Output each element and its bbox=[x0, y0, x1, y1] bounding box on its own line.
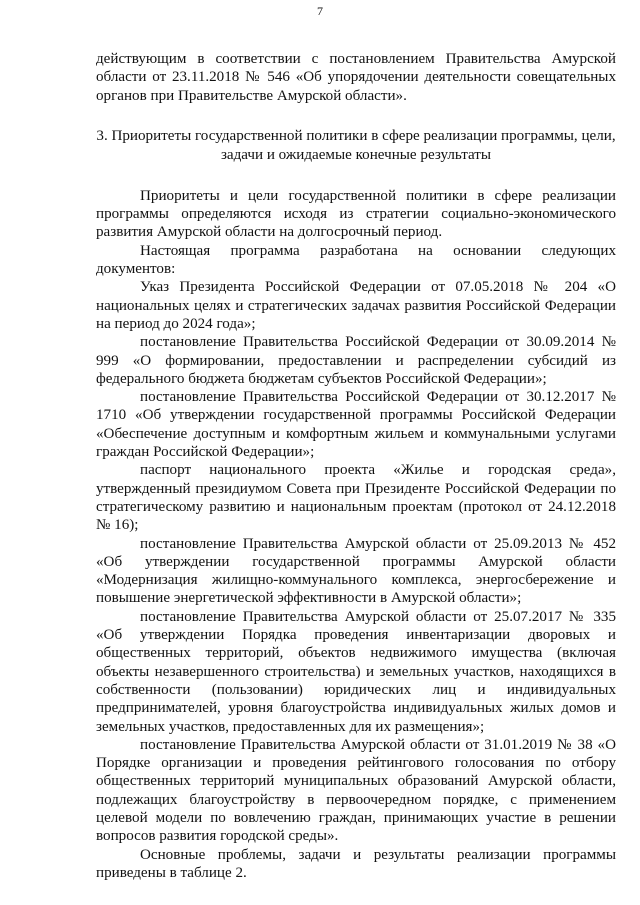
page-number: 7 bbox=[317, 4, 323, 18]
section-heading: 3. Приоритеты государственной политики в сфере реализации программы, цели, задачи и ожидаемые конечные результаты bbox=[96, 127, 616, 163]
paragraph-priorities: Приоритеты и цели государственной политики в сфере реализации программы определяются исходя из стратегии социально-экономического развития Амурской области на долгосрочный период. bbox=[96, 187, 616, 241]
paragraph-decree-president: Указ Президента Российской Федерации от 07.05.2018 № 204 «О национальных целях и стратегических задачах развития Российской Федерации на период до 2024 года»; bbox=[96, 279, 616, 332]
paragraph-resolution-38: постановление Правительства Амурской области от 31.01.2019 № 38 «О Порядке организации и проведения рейтингового голосования по отбору общественных территорий муниципальных образований Амурской области, подлежащих благоустройству в первоочередном порядке, с применением целевой модели по вовлечению граждан, принимающих участие в решении вопросов развития городской среды». bbox=[96, 736, 616, 845]
paragraph-documents-intro: Настоящая программа разработана на основании следующих документов: bbox=[96, 242, 616, 278]
paragraph-table-reference: Основные проблемы, задачи и результаты реализации программы приведены в таблице 2. bbox=[96, 846, 616, 881]
paragraph-resolution-999: постановление Правительства Российской Федерации от 30.09.2014 № 999 «О формировании, предоставлении и распределении субсидий из федерального бюджета бюджетам субъектов Российской Федерации»; bbox=[96, 334, 616, 387]
paragraph-resolution-335: постановление Правительства Амурской области от 25.07.2017 № 335 «Об утверждении Порядка проведения инвентаризации дворовых и общественных территорий, объектов недвижимого имущества (включая объекты незавершенного строительства) и земельных участков, находящихся в собственности (пользовании) юридических лиц и индивидуальных предпринимателей, уровня благоустройства индивидуальных жилых домов и земельных участков, предоставленных для их размещения»; bbox=[96, 608, 616, 735]
intro-paragraph: действующим в соответствии с постановлением Правительства Амурской области от 23.11.2018 № 546 «Об упорядочении деятельности совещательных органов при Правительстве Амурской области». bbox=[96, 51, 616, 104]
paragraph-national-project-passport: паспорт национального проекта «Жилье и городская среда», утвержденный президиумом Совета при Президенте Российской Федерации по стратегическому развитию и национальным проектам (протокол от 24.12.2018 № 16); bbox=[96, 462, 616, 534]
paragraph-resolution-452: постановление Правительства Амурской области от 25.09.2013 № 452 «Об утверждении государственной программы Амурской области «Модернизация жилищно-коммунального комплекса, энергосбережение и повышение энергетической эффективности в Амурской области»; bbox=[96, 535, 616, 607]
document-body bbox=[96, 50, 616, 882]
paragraph-resolution-1710: постановление Правительства Российской Федерации от 30.12.2017 № 1710 «Об утверждении государственной программы Российской Федерации «Обеспечение доступным и комфортным жильем и коммунальными услугами граждан Российской Федерации»; bbox=[96, 389, 616, 461]
